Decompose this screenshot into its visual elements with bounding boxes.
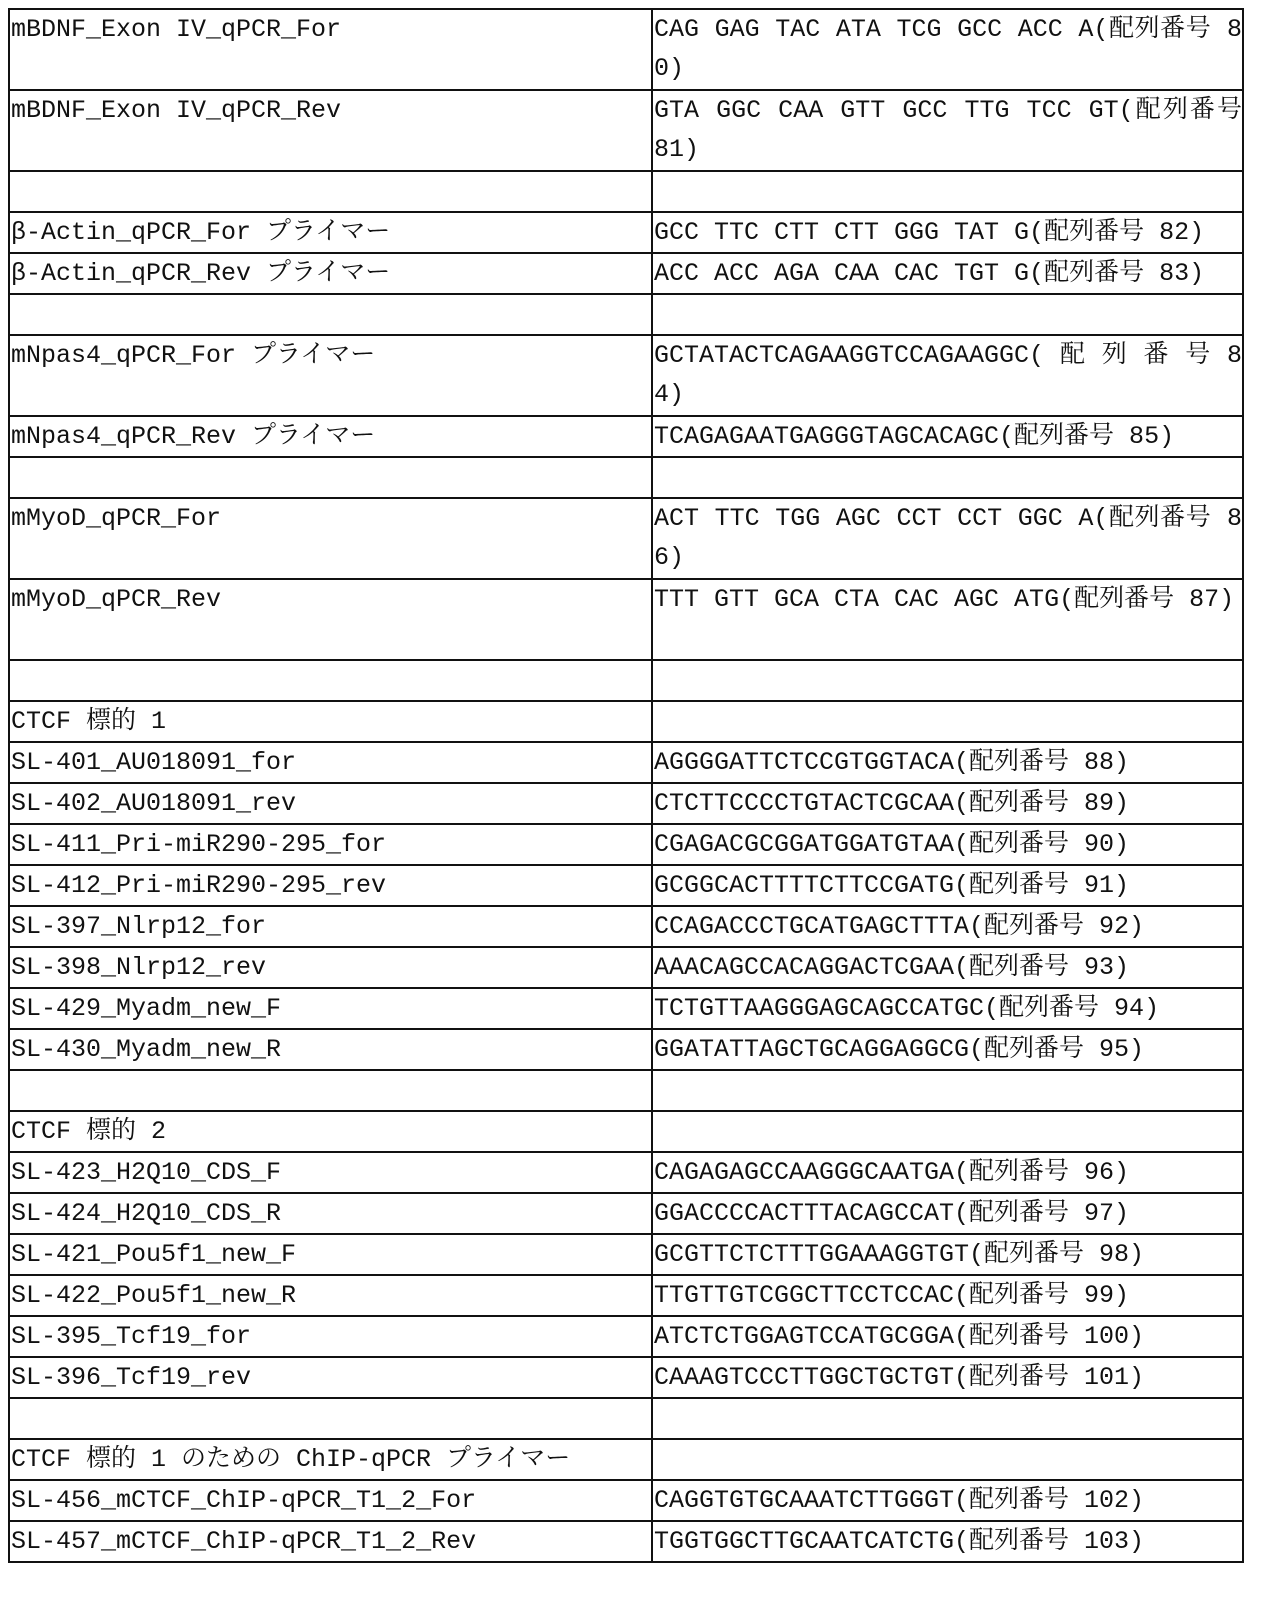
primer-name-cell: mMyoD_qPCR_Rev <box>9 579 652 660</box>
primer-sequence-cell: CAGAGAGCCAAGGGCAATGA(配列番号 96) <box>652 1152 1243 1193</box>
table-row <box>9 701 1243 742</box>
primer-table <box>8 8 1244 1563</box>
primer-sequence-cell: GCC TTC CTT CTT GGG TAT G(配列番号 82) <box>652 212 1243 253</box>
primer-name-cell: SL-429_Myadm_new_F <box>9 988 652 1029</box>
primer-name-cell: SL-421_Pou5f1_new_F <box>9 1234 652 1275</box>
primer-sequence-cell <box>652 1111 1243 1152</box>
table-row <box>9 1275 1243 1316</box>
primer-sequence-cell: CAG GAG TAC ATA TCG GCC ACC A(配列番号 80) <box>652 9 1243 90</box>
primer-name-cell: SL-423_H2Q10_CDS_F <box>9 1152 652 1193</box>
primer-sequence-cell: GTA GGC CAA GTT GCC TTG TCC GT(配列番号 81) <box>652 90 1243 171</box>
table-row <box>9 865 1243 906</box>
primer-sequence-cell: CTCTTCCCCTGTACTCGCAA(配列番号 89) <box>652 783 1243 824</box>
primer-sequence-cell: GGACCCCACTTTACAGCCAT(配列番号 97) <box>652 1193 1243 1234</box>
primer-name-cell <box>9 660 652 701</box>
table-row <box>9 1398 1243 1439</box>
primer-name-cell: SL-402_AU018091_rev <box>9 783 652 824</box>
primer-sequence-cell <box>652 1070 1243 1111</box>
table-row <box>9 1480 1243 1521</box>
table-row <box>9 1234 1243 1275</box>
primer-sequence-cell: TCTGTTAAGGGAGCAGCCATGC(配列番号 94) <box>652 988 1243 1029</box>
table-row <box>9 988 1243 1029</box>
primer-name-cell: mNpas4_qPCR_Rev プライマー <box>9 416 652 457</box>
table-row <box>9 906 1243 947</box>
table-row <box>9 253 1243 294</box>
table-row <box>9 498 1243 579</box>
primer-sequence-cell: GGATATTAGCTGCAGGAGGCG(配列番号 95) <box>652 1029 1243 1070</box>
primer-sequence-cell: AAACAGCCACAGGACTCGAA(配列番号 93) <box>652 947 1243 988</box>
primer-name-cell: SL-395_Tcf19_for <box>9 1316 652 1357</box>
primer-sequence-cell: TTT GTT GCA CTA CAC AGC ATG(配列番号 87) <box>652 579 1243 660</box>
primer-sequence-cell: TTGTTGTCGGCTTCCTCCAC(配列番号 99) <box>652 1275 1243 1316</box>
primer-name-cell <box>9 1398 652 1439</box>
primer-name-cell: SL-398_Nlrp12_rev <box>9 947 652 988</box>
primer-name-cell: SL-411_Pri-miR290-295_for <box>9 824 652 865</box>
primer-sequence-cell: TGGTGGCTTGCAATCATCTG(配列番号 103) <box>652 1521 1243 1562</box>
primer-name-cell: SL-412_Pri-miR290-295_rev <box>9 865 652 906</box>
table-row <box>9 1357 1243 1398</box>
table-row <box>9 824 1243 865</box>
primer-name-cell: CTCF 標的 2 <box>9 1111 652 1152</box>
table-row <box>9 335 1243 416</box>
primer-name-cell: SL-424_H2Q10_CDS_R <box>9 1193 652 1234</box>
table-row <box>9 294 1243 335</box>
primer-sequence-cell: TCAGAGAATGAGGGTAGCACAGC(配列番号 85) <box>652 416 1243 457</box>
table-row <box>9 579 1243 660</box>
table-row <box>9 1439 1243 1480</box>
primer-name-cell: mBDNF_Exon IV_qPCR_Rev <box>9 90 652 171</box>
primer-name-cell: CTCF 標的 1 <box>9 701 652 742</box>
primer-sequence-cell <box>652 1439 1243 1480</box>
table-row <box>9 742 1243 783</box>
primer-name-cell: SL-430_Myadm_new_R <box>9 1029 652 1070</box>
primer-sequence-cell <box>652 660 1243 701</box>
table-row <box>9 90 1243 171</box>
primer-name-cell: β-Actin_qPCR_Rev プライマー <box>9 253 652 294</box>
primer-name-cell <box>9 1070 652 1111</box>
primer-name-cell: SL-397_Nlrp12_for <box>9 906 652 947</box>
primer-sequence-cell: CGAGACGCGGATGGATGTAA(配列番号 90) <box>652 824 1243 865</box>
table-row <box>9 1521 1243 1562</box>
primer-name-cell: SL-456_mCTCF_ChIP-qPCR_T1_2_For <box>9 1480 652 1521</box>
table-row <box>9 1070 1243 1111</box>
table-row <box>9 1152 1243 1193</box>
primer-sequence-cell <box>652 701 1243 742</box>
primer-sequence-cell: ATCTCTGGAGTCCATGCGGA(配列番号 100) <box>652 1316 1243 1357</box>
primer-name-cell: SL-396_Tcf19_rev <box>9 1357 652 1398</box>
primer-name-cell: mBDNF_Exon IV_qPCR_For <box>9 9 652 90</box>
table-row <box>9 1029 1243 1070</box>
table-row <box>9 212 1243 253</box>
primer-sequence-cell <box>652 294 1243 335</box>
primer-name-cell: SL-422_Pou5f1_new_R <box>9 1275 652 1316</box>
primer-sequence-cell <box>652 457 1243 498</box>
primer-name-cell: CTCF 標的 1 のための ChIP-qPCR プライマー <box>9 1439 652 1480</box>
primer-table-body <box>9 9 1243 1562</box>
primer-sequence-cell: GCTATACTCAGAAGGTCCAGAAGGC( 配 列 番 号 84) <box>652 335 1243 416</box>
primer-name-cell: β-Actin_qPCR_For プライマー <box>9 212 652 253</box>
primer-name-cell: SL-457_mCTCF_ChIP-qPCR_T1_2_Rev <box>9 1521 652 1562</box>
table-row <box>9 1316 1243 1357</box>
table-row <box>9 783 1243 824</box>
table-row <box>9 457 1243 498</box>
primer-name-cell <box>9 294 652 335</box>
primer-name-cell: mNpas4_qPCR_For プライマー <box>9 335 652 416</box>
primer-sequence-cell: AGGGGATTCTCCGTGGTACA(配列番号 88) <box>652 742 1243 783</box>
primer-sequence-cell <box>652 171 1243 212</box>
primer-sequence-cell <box>652 1398 1243 1439</box>
table-row <box>9 947 1243 988</box>
primer-sequence-cell: GCGTTCTCTTTGGAAAGGTGT(配列番号 98) <box>652 1234 1243 1275</box>
primer-name-cell <box>9 457 652 498</box>
table-row <box>9 171 1243 212</box>
primer-sequence-cell: CCAGACCCTGCATGAGCTTTA(配列番号 92) <box>652 906 1243 947</box>
table-row <box>9 1193 1243 1234</box>
primer-sequence-cell: CAGGTGTGCAAATCTTGGGT(配列番号 102) <box>652 1480 1243 1521</box>
table-row <box>9 660 1243 701</box>
primer-sequence-cell: GCGGCACTTTTCTTCCGATG(配列番号 91) <box>652 865 1243 906</box>
primer-name-cell: SL-401_AU018091_for <box>9 742 652 783</box>
table-row <box>9 1111 1243 1152</box>
primer-name-cell <box>9 171 652 212</box>
primer-name-cell: mMyoD_qPCR_For <box>9 498 652 579</box>
primer-sequence-cell: ACT TTC TGG AGC CCT CCT GGC A(配列番号 86) <box>652 498 1243 579</box>
table-row <box>9 9 1243 90</box>
table-row <box>9 416 1243 457</box>
primer-sequence-cell: ACC ACC AGA CAA CAC TGT G(配列番号 83) <box>652 253 1243 294</box>
primer-sequence-cell: CAAAGTCCCTTGGCTGCTGT(配列番号 101) <box>652 1357 1243 1398</box>
